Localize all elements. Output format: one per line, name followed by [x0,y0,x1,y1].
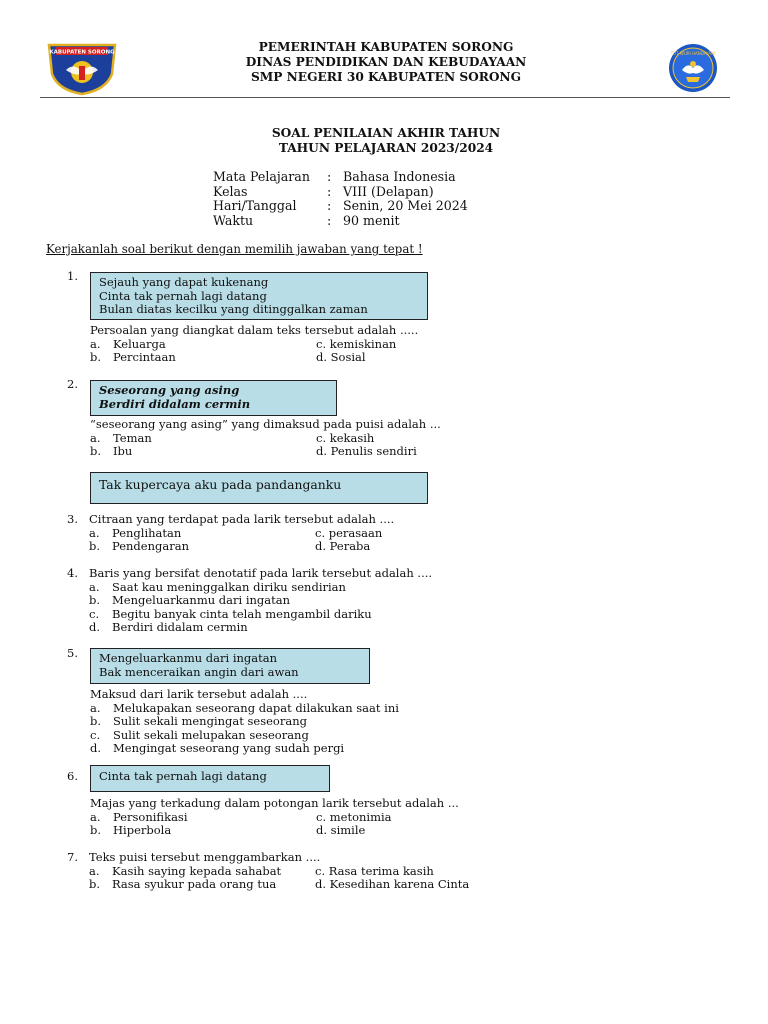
info-key: Mata Pelajaran [213,169,310,184]
info-row [213,170,468,185]
option-c[interactable]: c. kemiskinan [316,336,397,351]
question-7 [67,851,557,892]
question-3-number: 3. [67,512,78,526]
svg-text:KABUPATEN SORONG: KABUPATEN SORONG [49,49,115,56]
option-b[interactable]: Ibu [113,444,133,459]
info-row [213,214,468,229]
question-1-number: 1. [67,269,78,283]
option-letter: d. [90,741,102,756]
option-letter: b. [90,714,102,729]
option-a[interactable]: Kasih saying kepada sahabat [112,863,282,878]
option-a[interactable]: Personifikasi [113,809,188,824]
info-sep: : [327,183,332,199]
option-letter: b. [90,350,102,365]
tut-wuri-handayani-logo [660,42,726,94]
instruction: Kerjakanlah soal berikut dengan memilih jawaban yang tepat ! [46,242,423,256]
option-letter: b. [89,539,101,554]
question-5-text: Maksud dari larik tersebut adalah .... [90,687,308,701]
exam-title-line-1: SOAL PENILAIAN AKHIR TAHUN [271,126,501,140]
question-1 [90,324,550,365]
option-a[interactable]: Penglihatan [112,525,182,540]
option-letter: b. [89,877,101,892]
info-value: 90 menit [343,212,400,228]
option-c[interactable]: c. Rasa terima kasih [315,863,434,878]
poem-line: Sejauh yang dapat kukenang [99,275,269,289]
question-7-number: 7. [67,850,78,864]
info-value: Bahasa Indonesia [343,169,456,184]
question-4 [67,567,557,635]
poem-line: Bak menceraikan angin dari awan [99,664,299,679]
question-4-text: Baris yang bersifat denotatif pada larik tersebut adalah .... [89,566,433,580]
option-c[interactable]: Sulit sekali melupakan seseorang [113,727,309,742]
option-letter: b. [89,593,101,608]
svg-text:TUT WURI HANDAYANI: TUT WURI HANDAYANI [670,51,716,56]
option-b[interactable]: Hiperbola [113,823,172,838]
option-letter: c. [90,727,101,742]
exam-info [213,170,468,228]
exam-title-line-2: TAHUN PELAJARAN 2023/2024 [278,141,494,155]
option-b[interactable]: Sulit sekali mengingat seseorang [113,714,307,729]
question-5-number: 5. [67,646,78,660]
header-line-2: DINAS PENDIDIKAN DAN KEBUDAYAAN [245,55,527,69]
school-header [140,40,632,85]
question-3-text: Citraan yang terdapat pada larik tersebut adalah .... [89,512,395,526]
option-b[interactable]: Percintaan [113,350,176,365]
header-line-1: PEMERINTAH KABUPATEN SORONG [258,40,514,54]
option-letter: a. [90,700,101,715]
question-4-number: 4. [67,566,78,580]
question-3 [67,513,557,554]
info-key: Waktu [213,212,254,228]
option-letter: a. [90,809,101,824]
poem-line: Bulan diatas kecilku yang ditinggalkan zaman [99,302,368,317]
header-divider [40,97,730,98]
info-sep: : [327,198,332,214]
option-c[interactable]: Begitu banyak cinta telah mengambil dariku [112,606,372,621]
info-key: Hari/Tanggal [213,198,297,214]
question-5-poem-box [90,648,370,684]
option-letter: c. [89,606,100,621]
info-value: VIII (Delapan) [343,183,434,199]
poem-line: Berdiri didalam cermin [99,396,251,411]
info-sep: : [327,212,332,228]
option-d[interactable]: d. Kesedihan karena Cinta [315,877,470,892]
option-b[interactable]: Rasa syukur pada orang tua [112,877,277,892]
option-letter: d. [89,620,101,635]
question-7-text: Teks puisi tersebut menggambarkan .... [89,850,321,864]
option-a[interactable]: Saat kau meninggalkan diriku sendirian [112,579,346,594]
option-d[interactable]: d. simile [316,823,366,838]
question-1-text: Persoalan yang diangkat dalam teks tersebut adalah ..... [90,323,419,337]
question-6 [90,797,550,838]
poem-line: Tak kupercaya aku pada pandanganku [99,477,342,492]
option-c[interactable]: c. metonimia [316,809,392,824]
info-row [213,199,468,214]
option-d[interactable]: Berdiri didalam cermin [112,620,248,635]
question-1-poem-box [90,272,428,320]
option-a[interactable]: Teman [113,430,152,445]
poem-line: Mengeluarkanmu dari ingatan [99,651,278,665]
option-b[interactable]: Pendengaran [112,539,189,554]
option-letter: b. [90,444,102,459]
info-key: Kelas [213,183,248,199]
option-letter: b. [90,823,102,838]
option-a[interactable]: Melukapakan seseorang dapat dilakukan saat ini [113,700,399,715]
option-d[interactable]: d. Peraba [315,539,371,554]
question-2-poem-box [90,380,337,416]
question-6-text: Majas yang terkadung dalam potongan larik tersebut adalah ... [90,796,459,810]
poem-line: Cinta tak pernah lagi datang [99,769,267,783]
info-value: Senin, 20 Mei 2024 [343,198,468,214]
kabupaten-sorong-logo [46,40,118,96]
option-a[interactable]: Keluarga [113,336,166,351]
poem-line: Cinta tak pernah lagi datang [99,288,267,303]
question-3-poem-box [90,472,428,504]
option-c[interactable]: c. perasaan [315,525,383,540]
option-letter: a. [90,336,101,351]
question-5 [90,688,550,756]
info-sep: : [327,169,332,184]
option-letter: a. [89,579,100,594]
info-row [213,185,468,200]
option-d[interactable]: d. Sosial [316,350,366,365]
question-2-text: “seseorang yang asing” yang dimaksud pada puisi adalah ... [90,417,441,431]
poem-line: Seseorang yang asing [99,383,240,397]
option-d[interactable]: Mengingat seseorang yang sudah pergi [113,741,345,756]
option-letter: a. [89,525,100,540]
option-d[interactable]: d. Penulis sendiri [316,444,417,459]
question-2 [90,418,550,459]
header-line-3: SMP NEGERI 30 KABUPATEN SORONG [250,70,522,84]
question-6-number: 6. [67,769,78,783]
option-letter: a. [90,430,101,445]
question-2-number: 2. [67,377,78,391]
exam-title [200,126,572,156]
option-c[interactable]: c. kekasih [316,430,375,445]
option-b[interactable]: Mengeluarkanmu dari ingatan [112,593,291,608]
option-letter: a. [89,863,100,878]
question-6-poem-box [90,765,330,792]
